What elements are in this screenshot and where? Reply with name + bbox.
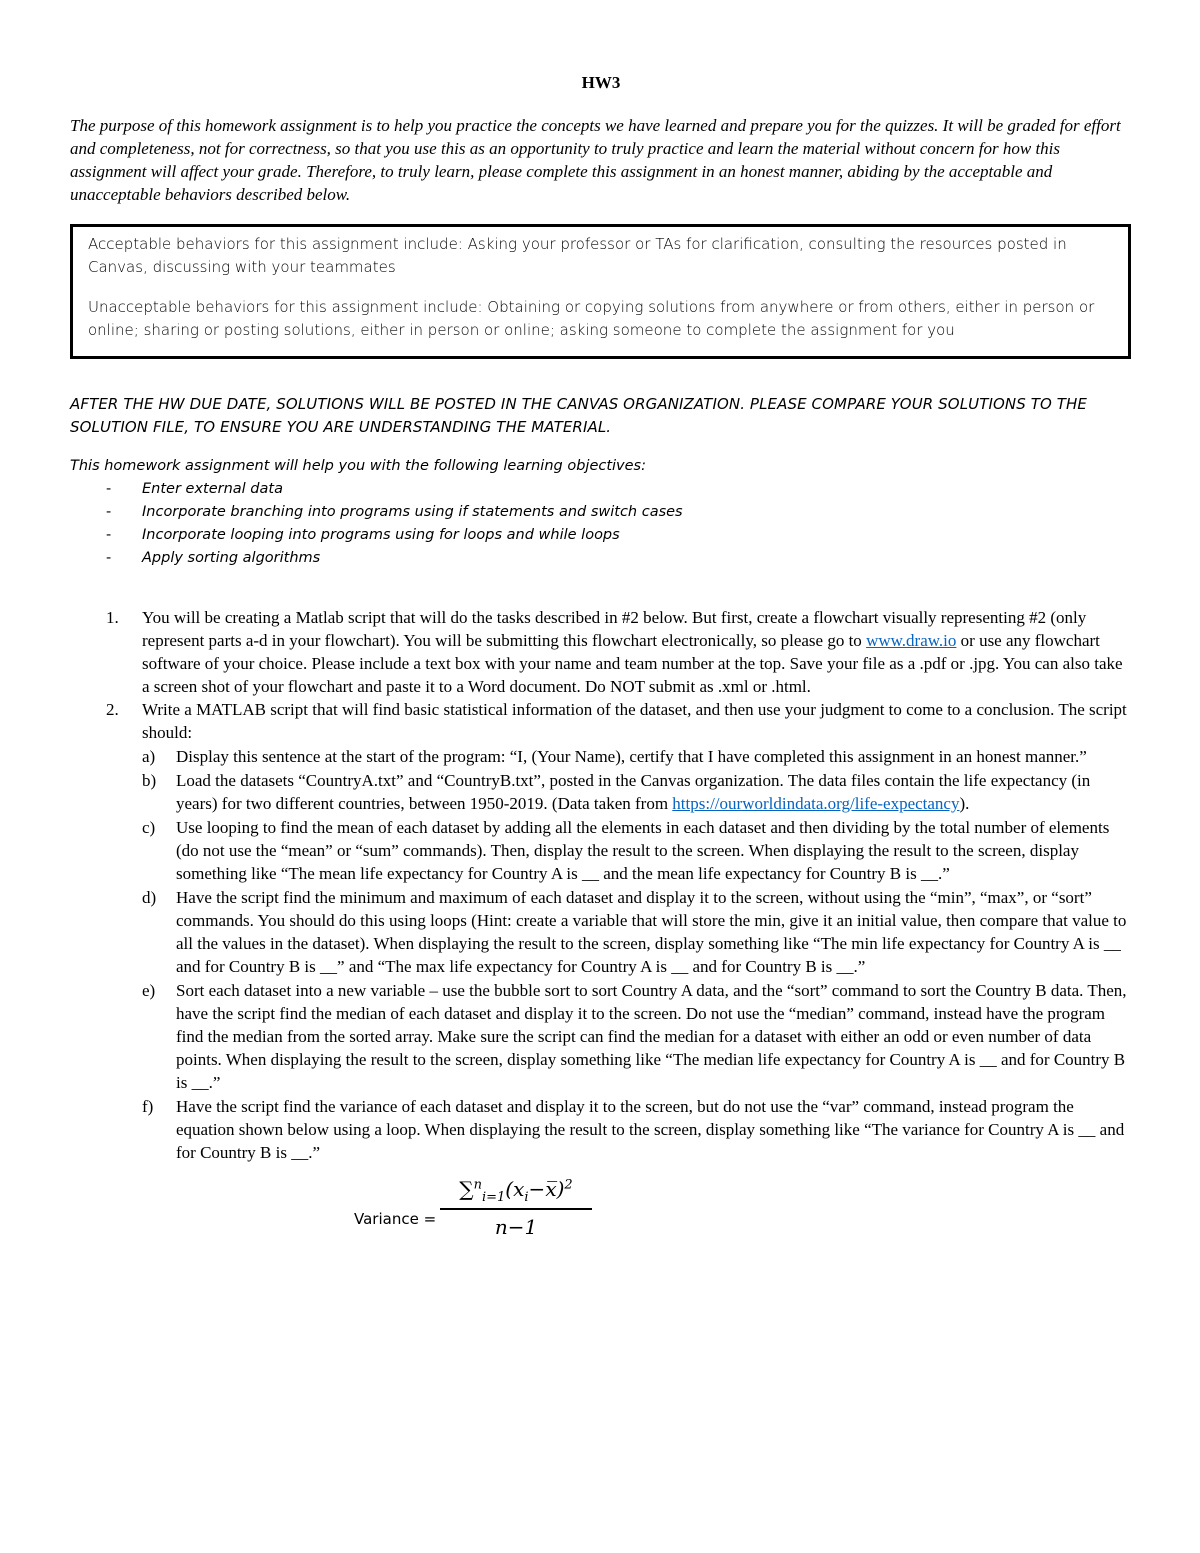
formula-numerator <box>440 1174 592 1210</box>
bullet-dash: - <box>106 527 112 543</box>
document-page <box>70 72 1132 1254</box>
subtask-text: Use looping to find the mean of each dataset by adding all the elements in each dataset and then dividing by the total number of elements (do not use the “mean” or “sum” commands). Then, display the result to the screen. When displaying the result to the screen, display something like “The mean life expectancy for Country A is __ and the mean life expectancy for Country B is __.” <box>176 818 1110 883</box>
task-list <box>70 606 1132 1164</box>
bullet-dash: - <box>106 504 112 520</box>
term-open: (x <box>505 1177 525 1201</box>
ourworldindata-link[interactable]: https://ourworldindata.org/life-expectancy <box>672 794 960 813</box>
subtask-text: Have the script find the minimum and maximum of each dataset and display it to the screen, without using the “min”, “max”, or “sort” commands. You should do this using loops (Hint: create a variable that will store the min, give it an initial value, then compare that value to all the values in the dataset). When displaying the result to the screen, display something like “The min life expectancy for Country A is __ and for Country B is __” and “The max life expectancy for Country A is __ and for Country B is __.” <box>176 888 1127 976</box>
subtask-letter: a) <box>142 747 156 766</box>
intro-paragraph: The purpose of this homework assignment is to help you practice the concepts we have learned and prepare you for the quizzes. It will be graded for effort and completeness, not for correctness, so that you use this as an opportunity to truly practice and learn the material without concern for how this assignment will affect your grade. Therefore, to truly learn, please complete this assignment in an honest manner, abiding by the acceptable and unacceptable behaviors described below. <box>70 116 1121 204</box>
objective-item <box>70 478 1132 501</box>
task-2 <box>70 698 1132 1164</box>
objective-item <box>70 524 1132 547</box>
subtask-letter: c) <box>142 818 156 837</box>
subtask-text: Display this sentence at the start of the program: “I, (Your Name), certify that I have completed this assignment in an honest manner.” <box>176 747 1087 766</box>
subtask-f <box>142 1095 1132 1164</box>
subtask-a <box>142 745 1132 768</box>
objective-text: Incorporate branching into programs using if statements and switch cases <box>142 504 683 520</box>
subtask-text: Sort each dataset into a new variable – use the bubble sort to sort Country A data, and the “sort” command to sort the Country B data. Then, have the script find the median of each dataset and display it to the screen. Do not use the “median” command, instead have the program find the median from the sorted array. Make sure the script can find the median for a dataset with either an odd or even number of data points. When displaying the result to the screen, display something like “The median life expectancy for Country A is __ and for Country B is __.” <box>176 981 1127 1092</box>
sum-lower-limit: i=1 <box>481 1190 506 1205</box>
formula-label: Variance = <box>354 1210 437 1228</box>
task-1-text-cont: or use any flowchart software of your choice. Please include a text box with your name and team number at the top. Save your file as a .pdf or .jpg. You can also take a screen shot of your flowchart and paste it to a Word document. Do NOT submit as .xml or .html. <box>142 631 1123 696</box>
task-1-text: You will be creating a Matlab script that will do the tasks described in #2 below. But first, create a flowchart visually representing #2 (only represent parts a-d in your flowchart). You will be submitting this flowchart electronically, so please go to <box>142 608 1087 650</box>
subtask-e <box>142 979 1132 1094</box>
subtask-text-cont: ). <box>959 794 970 813</box>
objectives-intro: This homework assignment will help you with the following learning objectives: <box>70 458 646 474</box>
sum-upper-limit: n <box>473 1177 482 1193</box>
unacceptable-behaviors: Unacceptable behaviors for this assignment include: Obtaining or copying solutions from anywhere or from others, either in person or online; sharing or posting solutions, either in person or online; asking someone to complete the assignment for you <box>88 298 1095 339</box>
objectives-list <box>70 478 1132 570</box>
subtask-text: Load the datasets “CountryA.txt” and “CountryB.txt”, posted in the Canvas organization. The data files contain the life expectancy (in years) for two different countries, between 1950-2019. (Data taken from <box>176 771 1091 813</box>
drawio-link[interactable]: www.draw.io <box>866 631 957 650</box>
task-2-subitems <box>142 745 1132 1164</box>
term-index: i <box>524 1190 529 1205</box>
sigma-symbol: ∑ <box>459 1177 474 1201</box>
subtask-letter: e) <box>142 981 156 1000</box>
objective-item <box>70 547 1132 570</box>
subtask-letter: d) <box>142 888 157 907</box>
subtask-text: Have the script find the variance of each dataset and display it to the screen, but do not use the “var” command, instead program the equation shown below using a loop. When displaying the result to the screen, display something like “The variance for Country A is __ and for Country B is __.” <box>176 1097 1125 1162</box>
variance-formula <box>70 1174 1132 1254</box>
subtask-b <box>142 769 1132 815</box>
page-title: HW3 <box>581 73 621 92</box>
subtask-c <box>142 816 1132 885</box>
formula-fraction <box>440 1174 592 1242</box>
term-close: ) <box>556 1177 565 1201</box>
bullet-dash: - <box>106 481 112 497</box>
objective-text: Apply sorting algorithms <box>142 550 321 566</box>
term-minus: − <box>528 1177 546 1201</box>
term-mean: x̅ <box>545 1177 557 1201</box>
subtask-d <box>142 886 1132 978</box>
subtask-letter: b) <box>142 771 157 790</box>
task-2-text: Write a MATLAB script that will find basic statistical information of the dataset, and then use your judgment to come to a conclusion. The script should: <box>142 700 1127 742</box>
objective-text: Enter external data <box>142 481 283 497</box>
task-1 <box>70 606 1132 698</box>
subtask-letter: f) <box>142 1097 154 1116</box>
formula-denominator: n−1 <box>494 1215 538 1239</box>
task-number: 2. <box>106 700 119 719</box>
behaviors-box <box>70 224 1131 359</box>
task-number: 1. <box>106 608 119 627</box>
acceptable-behaviors: Acceptable behaviors for this assignment include: Asking your professor or TAs for clarification, consulting the resources posted in Canvas, discussing with your teammates <box>88 235 1067 276</box>
objective-item <box>70 501 1132 524</box>
solutions-notice: AFTER THE HW DUE DATE, SOLUTIONS WILL BE POSTED IN THE CANVAS ORGANIZATION. PLEASE COMPARE YOUR SOLUTIONS TO THE SOLUTION FILE, TO ENSURE YOU ARE UNDERSTANDING THE MATERIAL. <box>70 395 1087 436</box>
term-power: 2 <box>564 1177 573 1193</box>
bullet-dash: - <box>106 550 112 566</box>
objective-text: Incorporate looping into programs using for loops and while loops <box>142 527 620 543</box>
